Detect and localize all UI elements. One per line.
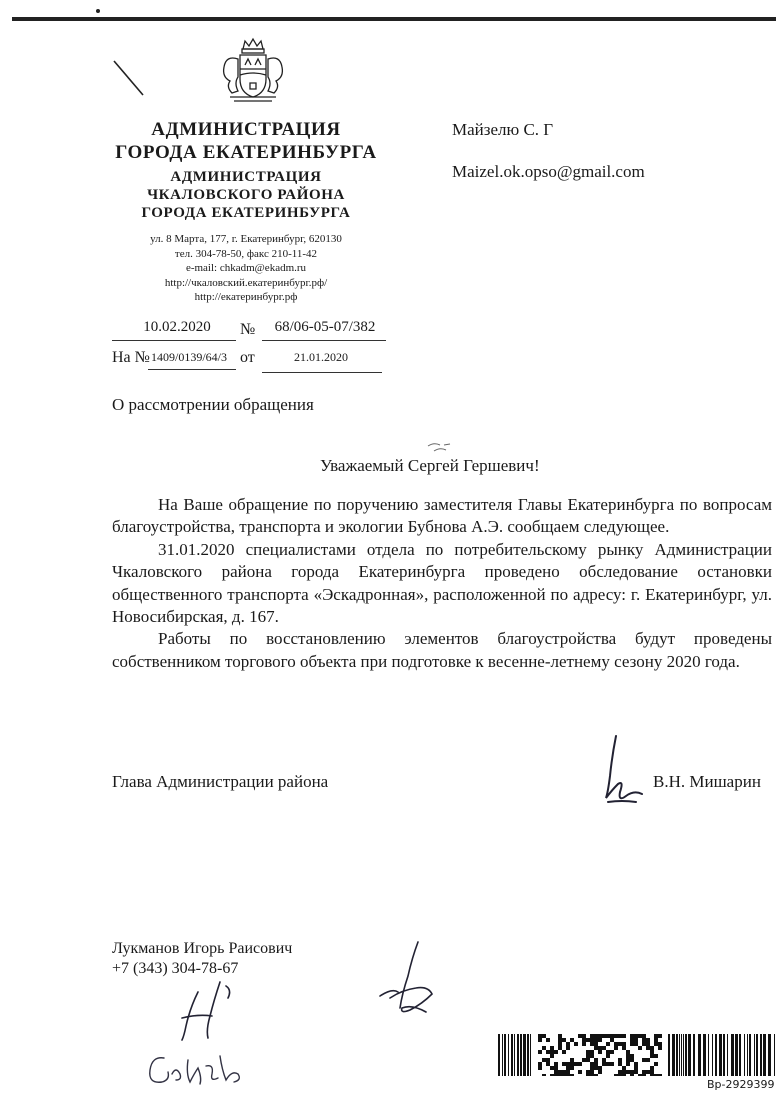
org-main-line: ГОРОДА ЕКАТЕРИНБУРГА bbox=[115, 142, 377, 163]
reference-date: 21.01.2020 bbox=[294, 350, 348, 364]
org-sub-line: ГОРОДА ЕКАТЕРИНБУРГА bbox=[141, 205, 351, 221]
org-main-line: АДМИНИСТРАЦИЯ bbox=[151, 119, 341, 140]
body-paragraph: 31.01.2020 специалистами отдела по потребительскому рынку Администрации Чкаловского района города Екатеринбурга проведено обследование остановки общественного транспорта «Эскадронная», расположенной по адресу: г. Екатеринбург, ул. Новосибирская, д. 167. bbox=[112, 539, 772, 627]
handwritten-signature bbox=[168, 978, 248, 1044]
document-barcode bbox=[498, 1034, 776, 1076]
letter-subject: О рассмотрении обращения bbox=[112, 395, 314, 414]
handwritten-signature bbox=[372, 938, 452, 1024]
signatory-title: Глава Администрации района bbox=[112, 772, 329, 791]
outgoing-date-underline bbox=[112, 340, 236, 341]
outgoing-number: 68/06-05-07/382 bbox=[274, 319, 376, 335]
recipient-name: Майзелю С. Г bbox=[452, 120, 554, 139]
pen-stroke-mark bbox=[112, 58, 146, 98]
contact-phone: тел. 304-78-50, факс 210-11-42 bbox=[174, 247, 318, 260]
contact-website-district: http://чкаловский.екатеринбург.рф/ bbox=[164, 276, 328, 289]
contact-website-city: http://екатеринбург.рф bbox=[194, 291, 298, 303]
signatory-name: В.Н. Мишарин bbox=[653, 772, 761, 791]
letter-salutation: Уважаемый Сергей Гершевич! bbox=[320, 456, 540, 475]
coat-of-arms-emblem bbox=[212, 37, 294, 105]
executor-name: Лукманов Игорь Раисович bbox=[112, 940, 293, 957]
handwritten-signature bbox=[582, 732, 652, 810]
contact-address: ул. 8 Марта, 177, г. Екатеринбург, 620130 bbox=[150, 233, 342, 245]
reference-number: 1409/0139/64/3 bbox=[151, 350, 228, 364]
org-sub-line: ЧКАЛОВСКОГО РАЙОНА bbox=[147, 187, 345, 203]
top-border-line bbox=[12, 17, 776, 21]
reference-number-label: На № bbox=[112, 349, 150, 366]
executor-phone: +7 (343) 304-78-67 bbox=[112, 960, 239, 977]
barcode-id: Вр-2929399 bbox=[707, 1078, 775, 1091]
body-paragraph: Работы по восстановлению элементов благоустройства будут проведены собственником торгового объекта при подготовке к весенне-летнему сезону 2020 года. bbox=[112, 629, 772, 671]
outgoing-date: 10.02.2020 bbox=[143, 319, 211, 335]
reference-from-label: от bbox=[240, 349, 255, 366]
body-paragraph: На Ваше обращение по поручению заместителя Главы Екатеринбурга по вопросам благоустройства, транспорта и экологии Бубнова А.Э. сообщаем следующее. bbox=[112, 495, 772, 537]
scan-dot bbox=[96, 9, 100, 13]
organization-contacts bbox=[100, 232, 392, 305]
reference-number-underline bbox=[148, 369, 236, 370]
org-sub-line: АДМИНИСТРАЦИЯ bbox=[170, 169, 322, 185]
recipient-email: Maizel.ok.opso@gmail.com bbox=[452, 162, 645, 181]
pen-tick-mark bbox=[426, 441, 462, 455]
organization-main-name bbox=[100, 118, 392, 164]
reference-date-underline bbox=[262, 372, 382, 373]
outgoing-number-underline bbox=[262, 340, 386, 341]
contact-email: e-mail: chkadm@ekadm.ru bbox=[185, 262, 307, 274]
organization-district-name bbox=[100, 168, 392, 222]
handwritten-signature bbox=[142, 1044, 252, 1094]
outgoing-number-label: № bbox=[240, 321, 256, 338]
letter-body bbox=[112, 494, 772, 673]
